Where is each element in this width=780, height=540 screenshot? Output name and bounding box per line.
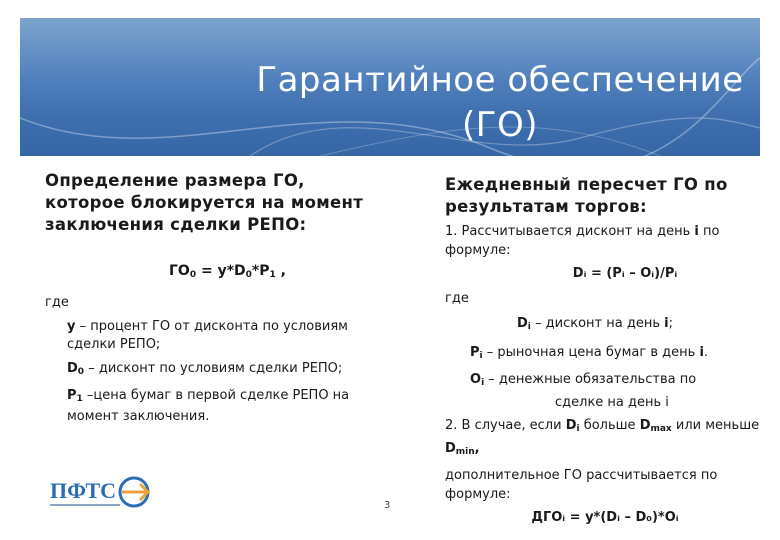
- step-2: [445, 416, 765, 462]
- go-formula: [45, 262, 385, 285]
- step2-a: 2. В случае, если: [445, 418, 566, 433]
- pfts-logo: [50, 470, 160, 515]
- dgo-formula: ДГОᵢ = y*(Dᵢ – D₀)*Oᵢ: [531, 510, 679, 525]
- step2-min: min: [455, 447, 475, 457]
- left-heading: Определение размера ГО, которое блокируется на момент заключения сделки РЕПО:: [45, 171, 364, 234]
- def-d0-text: – дисконт по условиям сделки РЕПО;: [84, 361, 343, 376]
- def-di-i: i: [664, 316, 669, 331]
- def-oi-text: – денежные обязательства по: [484, 372, 697, 387]
- step-1: [445, 222, 765, 260]
- def-di: [445, 314, 765, 337]
- formula-part: ,: [275, 263, 286, 279]
- def-p1-text: –цена бумаг в первой сделке РЕПО на момент заключения.: [67, 388, 350, 424]
- formula-part: *P: [251, 263, 270, 279]
- step2-dmax: D: [639, 418, 651, 433]
- term-p1: P: [67, 388, 77, 403]
- formula-sub: 0: [245, 270, 252, 280]
- step1-i: i: [694, 224, 699, 239]
- where-label: где: [45, 295, 69, 310]
- term-di: D: [517, 316, 528, 331]
- where-label-right: где: [445, 291, 469, 306]
- step2-dmin: D: [445, 441, 456, 456]
- step2-d: D: [565, 418, 577, 433]
- step2-dsub: i: [576, 424, 580, 434]
- formula-part: ГО: [169, 263, 190, 279]
- title-line-1: Гарантийное обеспечение: [256, 60, 744, 100]
- term-oi-sub: i: [481, 378, 485, 388]
- term-d0: D: [67, 361, 78, 376]
- term-di-sub: i: [527, 322, 531, 332]
- page-number: 3: [384, 500, 391, 511]
- slide-title: [240, 58, 760, 148]
- def-p1: [45, 387, 385, 426]
- step2-max: max: [650, 424, 672, 434]
- term-pi: P: [470, 345, 480, 360]
- step2-tail: дополнительное ГО рассчитывается по формуле:: [445, 468, 718, 502]
- def-di-end: ;: [668, 316, 673, 331]
- def-d0: [45, 360, 385, 381]
- step2-c: или меньше: [671, 418, 760, 433]
- title-line-2: (ГО): [461, 105, 539, 145]
- def-pi-end: .: [703, 345, 709, 360]
- term-pi-sub: i: [479, 351, 483, 361]
- right-column: [445, 174, 765, 527]
- term-y: y: [67, 319, 76, 334]
- discount-formula: Dᵢ = (Pᵢ – Oᵢ)/Pᵢ: [572, 266, 678, 281]
- title-banner: [20, 18, 760, 156]
- def-pi-i: i: [699, 345, 704, 360]
- formula-sub: 0: [189, 270, 197, 280]
- step1-tail: по формуле:: [445, 224, 720, 258]
- step2-comma: ,: [474, 441, 480, 456]
- right-heading: Ежедневный пересчет ГО по результатам торгов:: [445, 175, 728, 216]
- def-oi-cont: сделке на день i: [555, 395, 669, 410]
- step2-b: больше: [579, 418, 640, 433]
- def-y: [45, 318, 385, 354]
- term-p1-sub: 1: [76, 394, 83, 404]
- step1-text: 1. Рассчитывается дисконт на день: [445, 224, 695, 239]
- formula-part: = y*D: [196, 263, 246, 279]
- term-oi: O: [470, 372, 482, 387]
- def-di-text: – дисконт на день: [530, 316, 665, 331]
- formula-sub: 1: [269, 270, 276, 280]
- logo-text: ПФТС: [50, 478, 117, 503]
- def-oi: [445, 370, 765, 393]
- term-d0-sub: 0: [77, 367, 85, 377]
- left-column: [45, 170, 385, 426]
- def-pi-text: – рыночная цена бумаг в день: [482, 345, 700, 360]
- def-y-text: – процент ГО от дисконта по условиям сделки РЕПО;: [67, 319, 348, 352]
- def-pi: [445, 343, 765, 366]
